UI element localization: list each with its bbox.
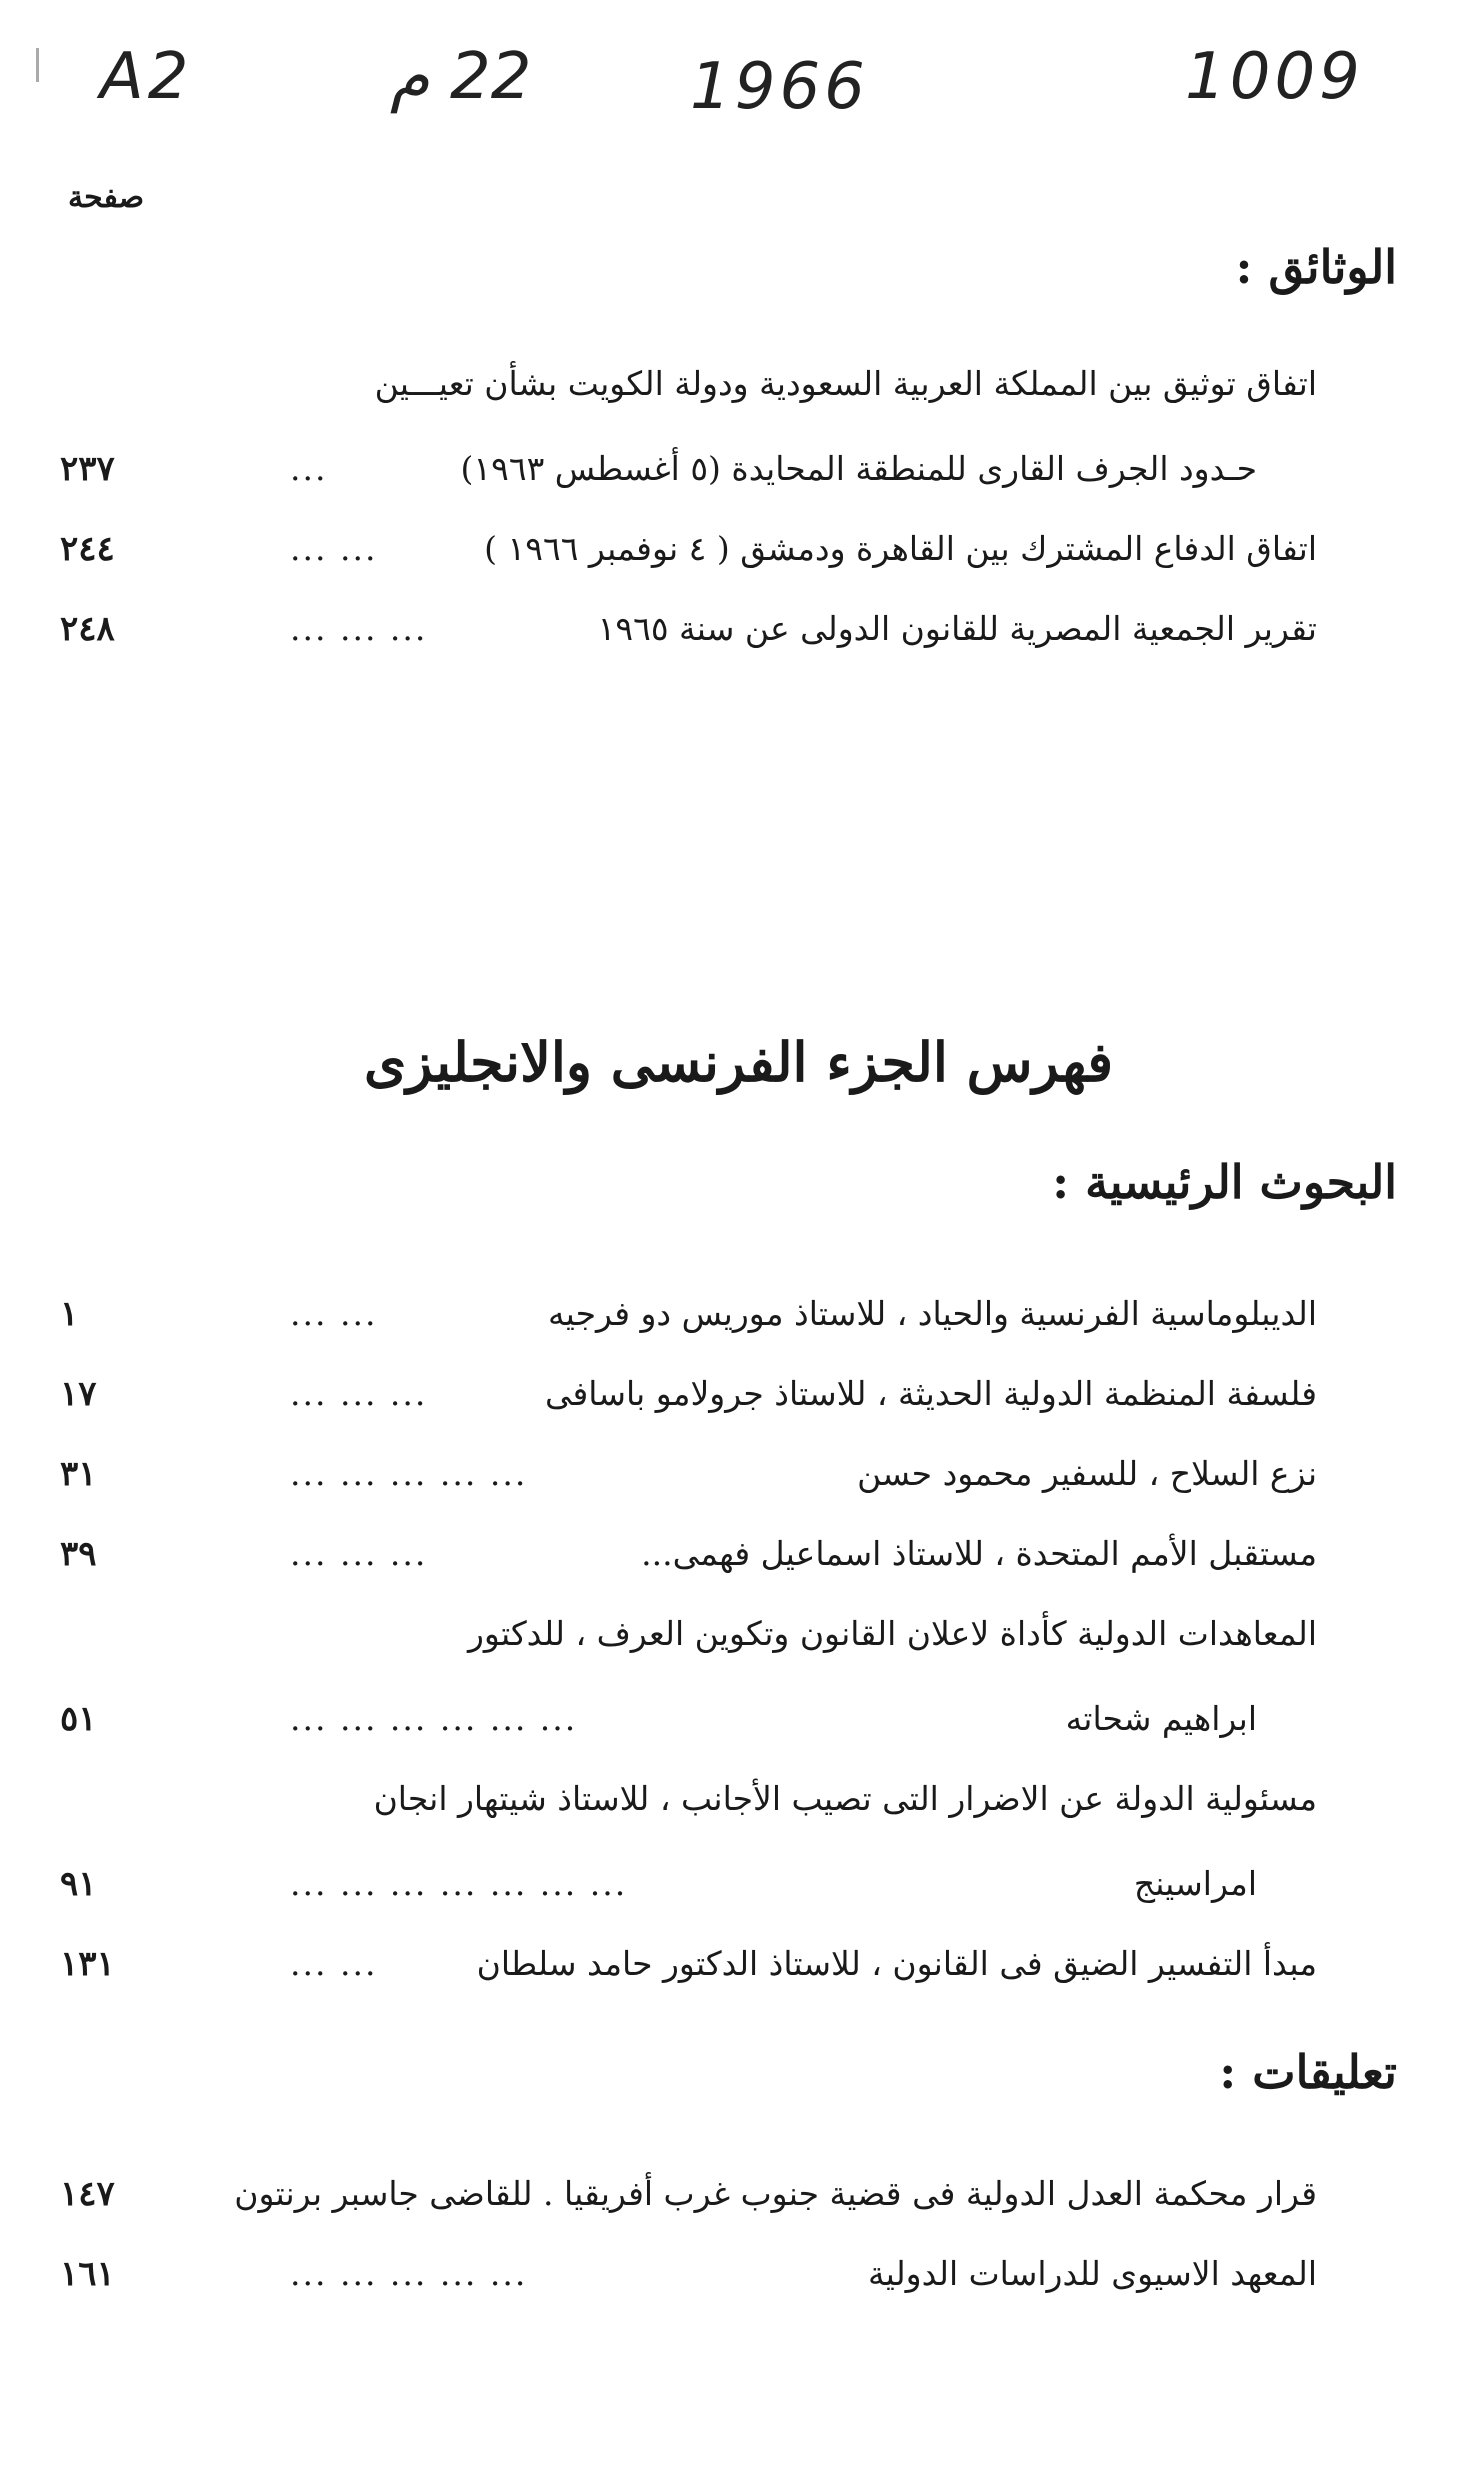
leader-dots: ... ... <box>290 529 378 568</box>
entry-text: مستقبل الأمم المتحدة ، للاستاذ اسماعيل فهمى... <box>641 1534 1317 1573</box>
entry-text: حـدود الجرف القارى للمنطقة المحايدة (٥ أغسطس ١٩٦٣) <box>460 449 1257 488</box>
toc-entry <box>60 1775 1317 1823</box>
page-number: ٢٣٧ <box>60 449 115 489</box>
toc-entry <box>60 1940 1317 1988</box>
handwritten-annotation-c: 1966 <box>690 50 869 124</box>
entry-text: مبدأ التفسير الضيق فى القانون ، للاستاذ الدكتور حامد سلطان <box>476 1944 1317 1983</box>
toc-entry <box>60 2170 1317 2218</box>
toc-entry <box>60 1370 1317 1418</box>
toc-entry <box>60 360 1317 408</box>
comments-heading: تعليقات : <box>1219 2045 1397 2099</box>
toc-entry <box>60 525 1317 573</box>
leader-dots: ... <box>290 449 328 488</box>
entry-text: الديبلوماسية الفرنسية والحياد ، للاستاذ موريس دو فرجيه <box>547 1294 1317 1333</box>
toc-entry <box>60 445 1317 493</box>
leader-dots: ... ... <box>290 1944 378 1983</box>
page-column-label: صفحة <box>68 180 145 215</box>
leader-dots: ... ... ... ... ... ... ... <box>290 1864 628 1903</box>
page-number: ٩١ <box>60 1864 97 1904</box>
toc-entry <box>60 605 1317 653</box>
toc-entry <box>60 1860 1317 1908</box>
page-number: ١ <box>60 1294 79 1334</box>
entry-text: قرار محكمة العدل الدولية فى قضية جنوب غرب أفريقيا . للقاضى جاسبر برنتون <box>234 2174 1317 2213</box>
leader-dots: ... ... ... <box>290 1534 428 1573</box>
entry-text: اتفاق توثيق بين المملكة العربية السعودية ودولة الكويت بشأن تعيـــين <box>374 364 1317 403</box>
handwritten-annotation-d: 1009 <box>1185 40 1364 114</box>
handwritten-annotation-b: 22 م <box>390 40 532 114</box>
leader-dots: ... ... ... <box>290 1374 428 1413</box>
entry-text: ابراهيم شحاته <box>1065 1699 1257 1738</box>
leader-dots: ... ... <box>290 1294 378 1333</box>
leader-dots: ... ... ... ... ... ... <box>290 1699 578 1738</box>
research-heading: البحوث الرئيسية : <box>1052 1155 1397 1209</box>
page-number: ٣٩ <box>60 1534 97 1574</box>
page-number: ٢٤٤ <box>60 529 115 569</box>
leader-dots: ... ... ... <box>290 609 428 648</box>
toc-entry <box>60 1695 1317 1743</box>
entry-text: تقرير الجمعية المصرية للقانون الدولى عن سنة ١٩٦٥ <box>597 609 1317 648</box>
leader-dots: ... ... ... ... ... <box>290 2254 528 2293</box>
page-number: ١٧ <box>60 1374 97 1414</box>
toc-entry <box>60 1290 1317 1338</box>
entry-text: فلسفة المنظمة الدولية الحديثة ، للاستاذ جرولامو باسافى <box>545 1374 1317 1413</box>
entry-text: اتفاق الدفاع المشترك بين القاهرة ودمشق ( ٤ نوفمبر ١٩٦٦ ) <box>484 529 1317 568</box>
documents-heading: الوثائق : <box>1235 240 1397 294</box>
leader-dots: ... ... ... ... ... <box>290 1454 528 1493</box>
entry-text: المعاهدات الدولية كأداة لاعلان القانون وتكوين العرف ، للدكتور <box>468 1614 1317 1653</box>
margin-mark <box>36 48 39 82</box>
index-title: فهرس الجزء الفرنسى والانجليزى <box>363 1030 1114 1094</box>
toc-entry <box>60 1610 1317 1658</box>
entry-text: نزع السلاح ، للسفير محمود حسن <box>857 1454 1317 1493</box>
handwritten-annotation-a: A2 <box>100 40 193 114</box>
page-number: ١٦١ <box>60 2254 115 2294</box>
toc-entry <box>60 1450 1317 1498</box>
entry-text: مسئولية الدولة عن الاضرار التى تصيب الأجانب ، للاستاذ شيتهار انجان <box>373 1779 1317 1818</box>
page-number: ٣١ <box>60 1454 97 1494</box>
page-number: ١٣١ <box>60 1944 115 1984</box>
page-number: ٢٤٨ <box>60 609 115 649</box>
page-number: ١٤٧ <box>60 2174 115 2214</box>
entry-text: امراسينج <box>1133 1864 1257 1903</box>
toc-entry <box>60 2250 1317 2298</box>
page-number: ٥١ <box>60 1699 97 1739</box>
toc-entry <box>60 1530 1317 1578</box>
entry-text: المعهد الاسيوى للدراسات الدولية <box>867 2254 1317 2293</box>
